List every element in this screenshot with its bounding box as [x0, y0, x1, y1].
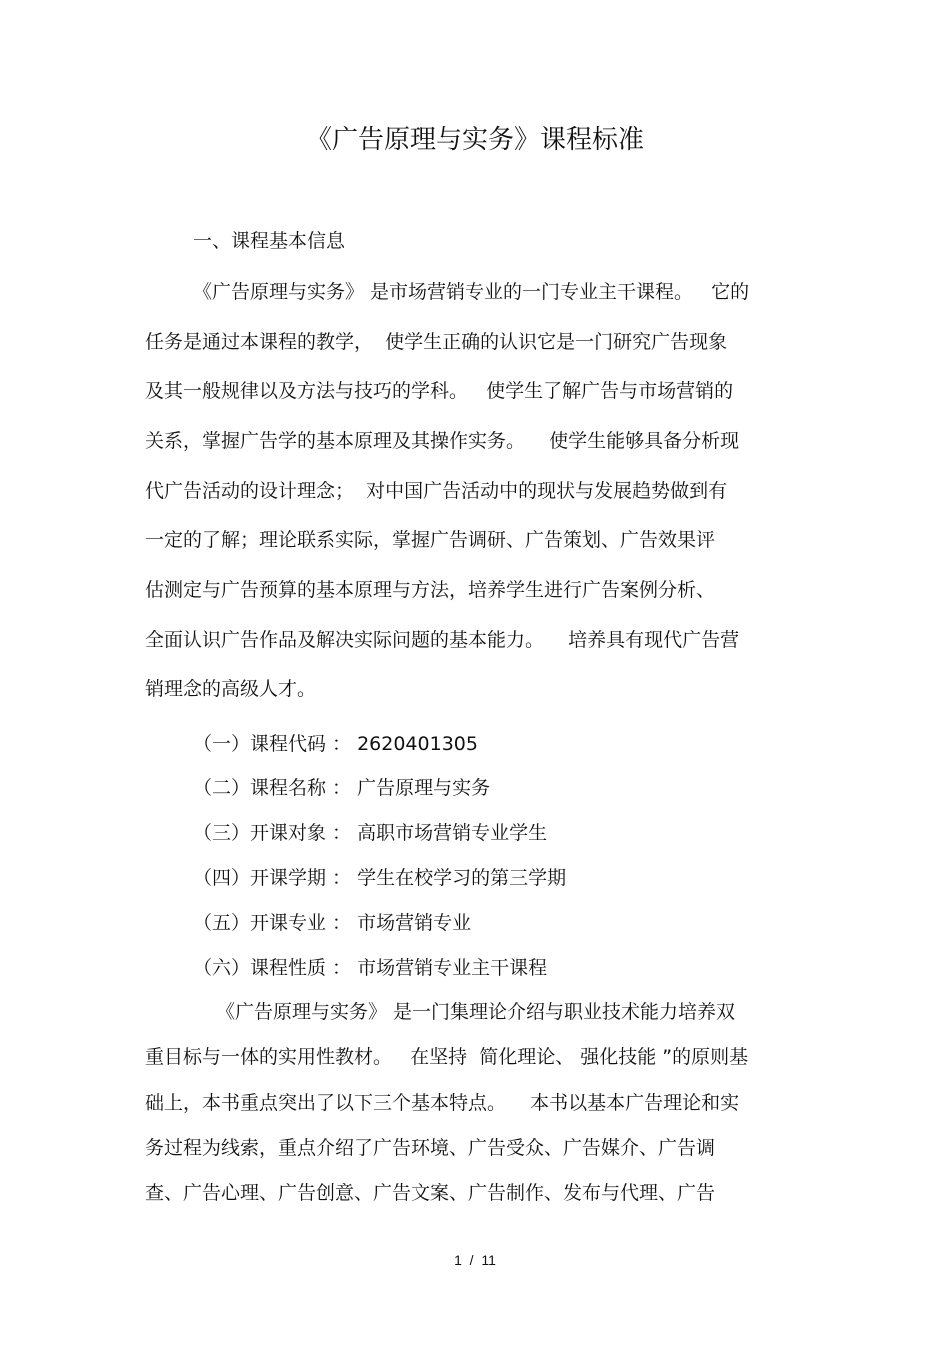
info-item-name: （二）课程名称 ： 广告原理与实务 — [193, 777, 491, 799]
body-line: 任务是通过本课程的教学， 使学生正确的认识它是一门研究广告现象 — [145, 331, 728, 353]
body-line: 销理念的高级人才。 — [145, 678, 317, 700]
body-line: 础上，本书重点突出了以下三个基本特点。 本书以基本广告理论和实 — [145, 1092, 740, 1114]
info-item-semester: （四）开课学期 ： 学生在校学习的第三学期 — [193, 867, 567, 889]
body-line: 查、广告心理、广告创意、广告文案、广告制作、发布与代理、广告 — [145, 1182, 716, 1204]
body-line: 《广告原理与实务》 是市场营销专业的一门专业主干课程。 它的 — [193, 281, 750, 303]
page-number: 1 / 11 — [454, 1252, 496, 1268]
body-line: 务过程为线索，重点介绍了广告环境、广告受众、广告媒介、广告调 — [145, 1137, 716, 1159]
body-line: 及其一般规律以及方法与技巧的学科。 使学生了解广告与市场营销的 — [145, 380, 734, 402]
body-line: 全面认识广告作品及解决实际问题的基本能力。 培养具有现代广告营 — [145, 629, 740, 651]
info-item-nature: （六）课程性质 ： 市场营销专业主干课程 — [193, 957, 548, 979]
body-line: 《广告原理与实务》 是一门集理论介绍与职业技术能力培养双 — [216, 1001, 736, 1023]
info-item-major: （五）开课专业 ： 市场营销专业 — [193, 912, 472, 934]
body-line: 关系，掌握广告学的基本原理及其操作实务。 使学生能够具备分析现 — [145, 430, 740, 452]
info-item-audience: （三）开课对象 ： 高职市场营销专业学生 — [193, 822, 548, 844]
section-heading: 一、课程基本信息 — [193, 230, 346, 252]
page-title: 《广告原理与实务》课程标准 — [305, 125, 644, 155]
body-line: 重目标与一体的实用性教材。 在坚持 简化理论、 强化技能 ”的原则基 — [145, 1046, 749, 1068]
body-line: 一定的了解；理论联系实际，掌握广告调研、广告策划、广告效果评 — [145, 529, 716, 551]
body-line: 代广告活动的设计理念； 对中国广告活动中的现状与发展趋势做到有 — [145, 480, 728, 502]
body-line: 估测定与广告预算的基本原理与方法，培养学生进行广告案例分析、 — [145, 579, 716, 601]
info-item-code: （一）课程代码 ： 2620401305 — [193, 733, 478, 755]
